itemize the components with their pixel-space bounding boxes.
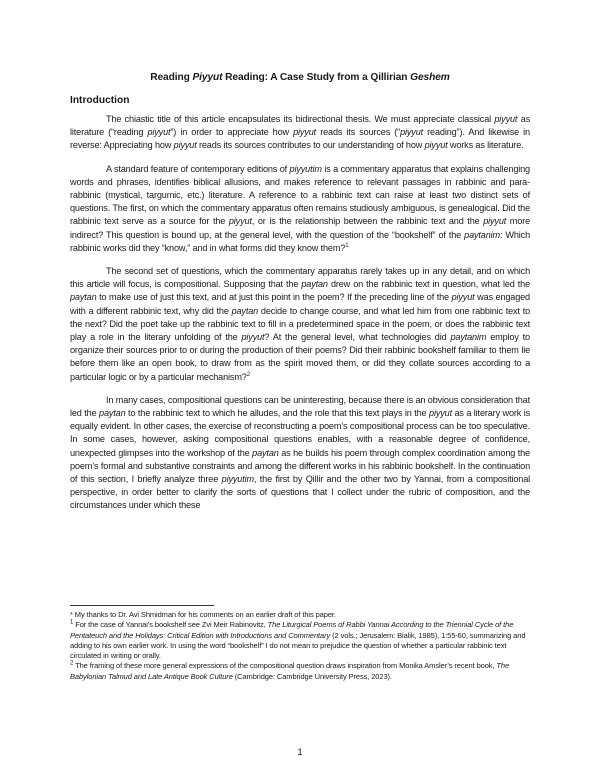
footnote-divider: [70, 605, 214, 606]
section-heading: Introduction: [70, 95, 130, 106]
paragraph-2: A standard feature of contemporary editions of piyyutim is a commentary apparatus that explains challenging words and phrases, identifies biblical allusions, and makes reference to relevant passages in rabbinic and para-rabbinic (mystical, targumic, etc.) literature. A reference to a rabbinic text can raise at least two distinct sets of questions. The first, on which the commentary apparatus often remains studiously ambiguous, is genealogical. Did the rabbinic text serve as a source for the piyyut, or is the relationship between the rabbinic text and the piyyut more indirect? This question is bound up, at the general level, with the question of the “bookshelf” of the paytanim: Which rabbinic works did they “know,” and in what forms did they know them?$^1$: [70, 163, 531, 253]
page-number: 1: [297, 747, 303, 758]
footnotes: [70, 610, 530, 682]
paragraph-4: In many cases, compositional questions can be uninteresting, because there is an obvious consideration that led the paytan to the rabbinic text to which he alludes, and the role that this text plays in the piyyut as a literary work is equally evident. In other cases, the exercise of reconstructing a poem’s compositional process can be too speculative. In some cases, however, asking compositional questions enables, with a reasonable degree of confidence, unexpected glimpses into the workshop of the paytan as he builds his poem through complex coordination among the poem’s formal and substantive constraints and among the different works in his rabbinic bookshelf. In the continuation of this section, I briefly analyze three piyyutim, the first by Qillir and the other two by Yannai, from a compositional perspective, in order better to clarify the sorts of questions that I collect under the rubric of composition, and the circumstances under which these: [70, 394, 530, 511]
footnote-ref-1[interactable]: 1: [345, 242, 349, 249]
article-title: Reading Piyyut Reading: A Case Study from a Qillirian Geshem: [150, 72, 450, 83]
footnote-1: $^1$ For the case of Yannai’s bookshelf see Zvi Meir Rabinovitz, The Liturgical Poems of Rabbi Yannai According to the Triennial Cycle of the Pentateuch and the Holidays: Critical Edition with Introductions and Commentary (2 vols.; Jerusalem: Bialik, 1985), 1:55-60, summarizing and adding to his own earlier work. In using the word “bookshelf” I do not mean to prejudice the question of whether a particular rabbinic text circulated in writing or orally.: [70, 619, 526, 661]
footnote-ref-2[interactable]: 2: [246, 371, 250, 378]
body-text: [70, 113, 530, 513]
footnote-2: $^2$ The framing of these more general expressions of the compositional question draws inspiration from Monika Amsler’s recent book, The Babylonian Talmud and Late Antique Book Culture (Cambridge: Cambridge University Press, 2023).: [70, 660, 510, 681]
paragraph-3: The second set of questions, which the commentary apparatus rarely takes up in any detail, and on which this article will focus, is compositional. Supposing that the paytan drew on the rabbinic text in question, what led the paytan to make use of just this text, and at just this point in the poem? If the preceding line of the piyyut was engaged with a different rabbinic text, why did the paytan decide to change course, and what led him from one rabbinic text to the next? Did the poet take up the rabbinic text to fill in a predetermined space in the poem, or does the rabbinic text play a role in the literary unfolding of the piyyut? At the general level, what technologies did paytanim employ to organize their sources prior to or during the production of their poems? Did their rabbinic bookshelf familiar to them lie before them like an open book, to draw from as the spirit moved them, or did they collate sources according to a particular logic or by a particular mechanism?$^2$: [70, 266, 531, 382]
footnote-star: * My thanks to Dr. Avi Shmidman for his comments on an earlier draft of this paper.: [70, 610, 336, 619]
paragraph-1: The chiastic title of this article encapsulates its bidirectional thesis. We must appreciate classical piyyut as literature (“reading piyyut”) in order to appreciate how piyyut reads its sources (“piyyut reading”). And likewise in reverse: Appreciating how piyyut reads its sources contributes to our understanding of how piyyut works as literature.: [70, 114, 530, 151]
